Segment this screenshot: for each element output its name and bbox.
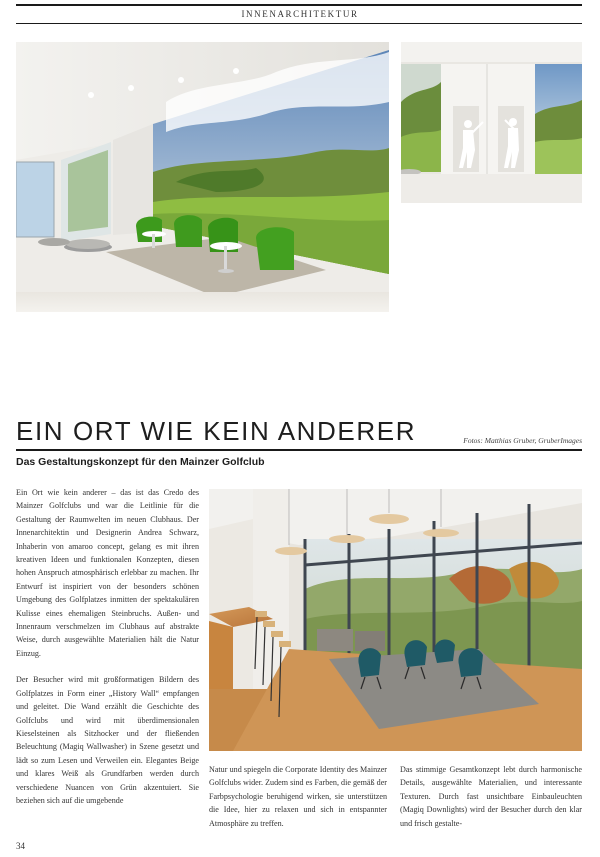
top-rule — [16, 4, 582, 6]
lounge-photo — [209, 489, 582, 751]
section-label: INNENARCHITEKTUR — [241, 9, 359, 19]
article-subheadline: Das Gestaltungskonzept für den Mainzer Golfclub — [16, 456, 265, 468]
photo-credit: Fotos: Matthias Gruber, GruberImages — [463, 436, 582, 445]
article-headline: EIN ORT WIE KEIN ANDERER — [16, 416, 417, 446]
headline-rule — [16, 449, 582, 451]
paragraph-intro: Ein Ort wie kein anderer – das ist das Credo des Mainzer Golfclubs und war die Leitlinie für die Gestaltung der Raumwelten im neuen Clubhaus. Der Innenarchitektin und Designerin Andrea Schwarz, Inhaberin von amaroo concept, gelang es mit ihren kreativen Ideen und funktionalen Konzepten, diesen hohen Anspruch atmosphärisch erlebbar zu machen. Ihr Entwurf ist inspiriert von der besonders schönen Umgebung des Golfplatzes inmitten der spektakulären Kulisse eines ehemaligen Steinbruchs. Außen- und Innenraum verschmelzen im Clubhaus auf abstrakte Weise, durch ausgewählte Materialien hält die Natur Einzug. — [16, 488, 199, 658]
page-number: 34 — [16, 841, 25, 851]
doors-photo — [401, 42, 582, 203]
article-column-3: Das stimmige Gesamtkonzept lebt durch harmonische Details, ausgewählte Materialien, und interessante Texturen. Durch fast unsichtbare Einbauleuchten (Magiq Downlights) wird der Besucher durch den klar und frisch gestalte- — [400, 765, 582, 828]
header-rule — [16, 23, 582, 24]
article-column-1 — [16, 486, 199, 820]
lobby-photo — [16, 42, 389, 312]
paragraph-history-wall: Der Besucher wird mit großformatigen Bildern des Golfplatzes in Form einer „History Wall“ empfangen und geleitet. Die Wand erzählt die Geschichte des Golfclubs und wird mit überdimensionalen Kieselsteinen als Sitzhocker und der fließenden Beleuchtung (Magiq Wallwasher) in Szene gesetzt und lädt so zum Lesen und Verweilen ein. Elegantes Beige und klares Weiß als Grundfarben werden durch verschiedene Nuancen von Grün akzentuiert. Sie beziehen sich auf die umgebende — [16, 675, 199, 805]
article-column-2: Natur und spiegeln die Corporate Identity des Mainzer Golfclubs wider. Zudem sind es Farben, die gemäß der Farbpsychologie beruhigend wirken, sie unterstützen die Idee, hier zu relaxen und sich in entspannter Atmosphäre zu treffen. — [209, 765, 387, 828]
